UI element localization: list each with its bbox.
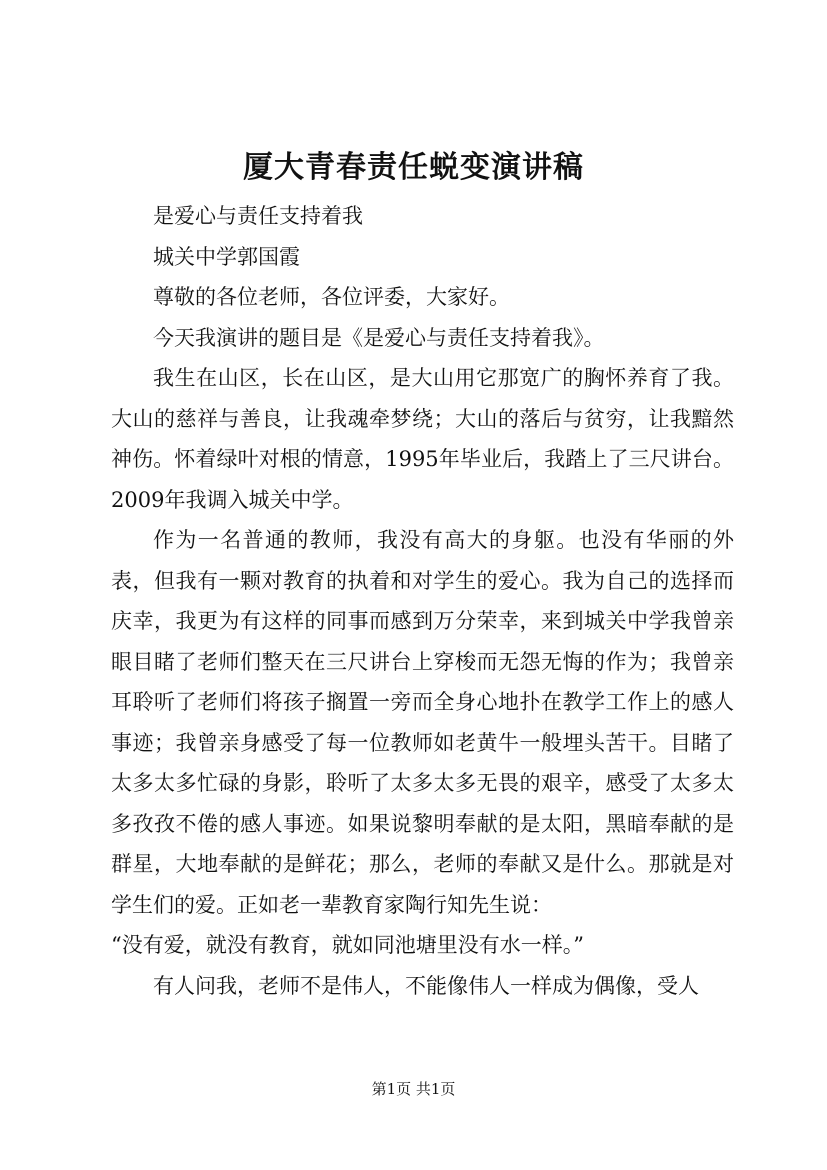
document-body xyxy=(111,196,734,1006)
body-paragraph: 作为一名普通的教师，我没有高大的身躯。也没有华丽的外表，但我有一颗对教育的执着和对学生的爱心。我为自己的选择而庆幸，我更为有这样的同事而感到万分荣幸，来到城关中学我曾亲眼目睹了老师们整天在三尺讲台上穿梭而无怨无悔的作为；我曾亲耳聆听了老师们将孩子搁置一旁而全身心地扑在教学工作上的感人事迹；我曾亲身感受了每一位教师如老黄牛一般埋头苦干。目睹了太多太多忙碌的身影，聆听了太多太多无畏的艰辛，感受了太多太多孜孜不倦的感人事迹。如果说黎明奉献的是太阳，黑暗奉献的是群星，大地奉献的是鲜花；那么，老师的奉献又是什么。那就是对学生们的爱。正如老一辈教育家陶行知先生说： xyxy=(111,528,734,917)
document-title: 厦大青春责任蜕变演讲稿 xyxy=(243,150,584,185)
quote-paragraph: “没有爱，就没有教育，就如同池塘里没有水一样。” xyxy=(111,933,584,957)
body-paragraph: 我生在山区，长在山区，是大山用它那宽广的胸怀养育了我。大山的慈祥与善良，让我魂牵梦绕；大山的落后与贫穷，让我黯然神伤。怀着绿叶对根的情意，1995年毕业后，我踏上了三尺讲台。2009年我调入城关中学。 xyxy=(111,366,734,512)
speaker-name: 城关中学郭国霞 xyxy=(153,244,300,269)
greeting-paragraph: 尊敬的各位老师，各位评委，大家好。 xyxy=(153,285,510,309)
speech-subtitle: 是爱心与责任支持着我 xyxy=(153,204,363,228)
topic-paragraph: 今天我演讲的题目是《是爱心与责任支持着我》。 xyxy=(153,325,605,350)
page-footer: 第1页 共1页 xyxy=(371,1080,456,1098)
body-paragraph: 有人问我，老师不是伟人，不能像伟人一样成为偶像，受人 xyxy=(153,973,699,998)
